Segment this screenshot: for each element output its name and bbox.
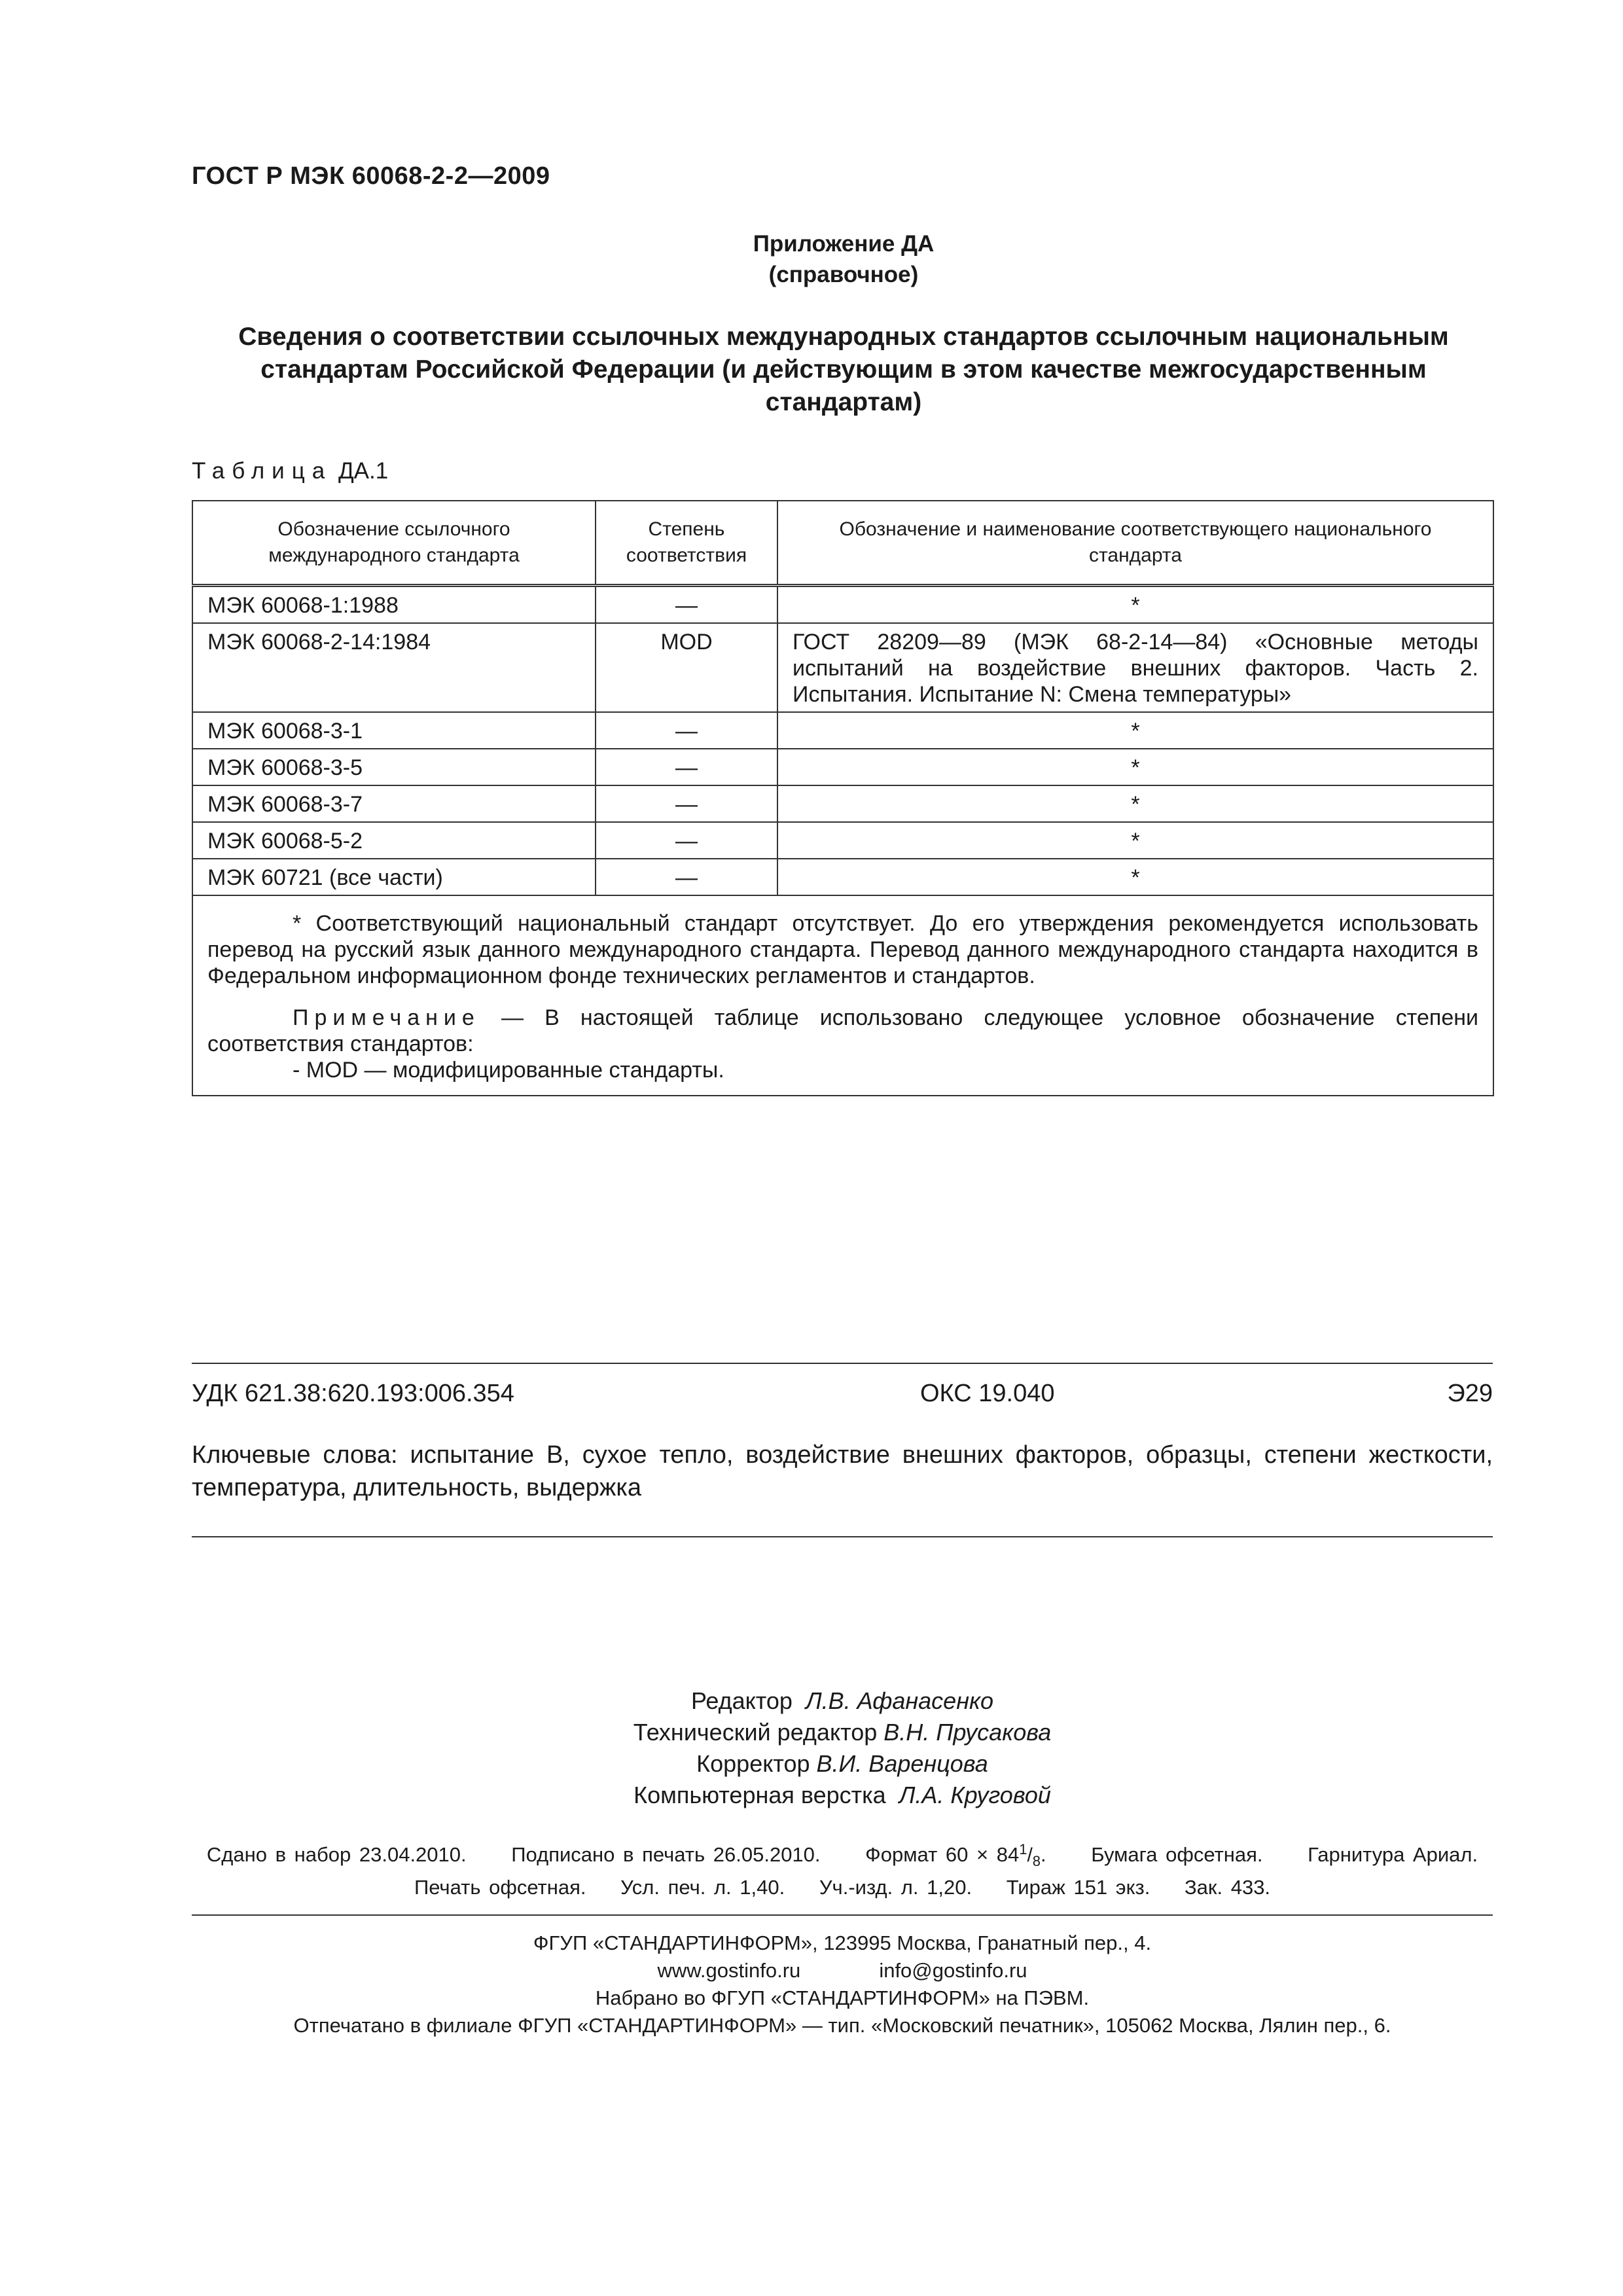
degree-cell: —: [596, 586, 777, 624]
heading-line: Сведения о соответствии ссылочных международных стандартов ссылочным национальным: [238, 323, 1449, 351]
national-cell: *: [777, 586, 1493, 624]
credit-name: В.И. Варенцова: [816, 1750, 988, 1777]
credit-layout: [192, 1780, 1493, 1811]
format-fraction: $^1/_8$: [1019, 1841, 1041, 1869]
reference-cell: МЭК 60068-3-5: [192, 749, 596, 785]
credit-corrector: [192, 1748, 1493, 1780]
fraction-denominator: 8: [1032, 1853, 1041, 1869]
imprint-paper: Бумага офсетная.: [1091, 1843, 1263, 1866]
reference-cell: МЭК 60721 (все части): [192, 859, 596, 895]
column-header-national: Обозначение и наименование соответствующего национального стандарта: [777, 501, 1493, 586]
reference-cell: МЭК 60068-5-2: [192, 822, 596, 859]
national-cell: *: [777, 859, 1493, 895]
credit-name: Л.В. Афанасенко: [805, 1687, 994, 1714]
column-header-degree: Степень соответствия: [596, 501, 777, 586]
appendix-title: Приложение ДА: [753, 231, 935, 257]
divider-line: [192, 1363, 1493, 1364]
table-row: [192, 749, 1493, 785]
table-header-row: [192, 501, 1493, 586]
imprint-pub-sheets: Уч.-изд. л. 1,20.: [819, 1876, 972, 1899]
heading-line: стандартам): [765, 388, 922, 416]
publisher-website[interactable]: www.gostinfo.ru: [657, 1959, 801, 1982]
degree-cell: —: [596, 822, 777, 859]
national-cell: *: [777, 749, 1493, 785]
reference-cell: МЭК 60068-3-1: [192, 712, 596, 749]
divider-line: [192, 1914, 1493, 1916]
imprint-print: Печать офсетная.: [414, 1876, 586, 1899]
table-footnote: * Соответствующий национальный стандарт отсутствует. До его утверждения рекомендуется использовать перевод на русский язык данного международного стандарта. Перевод данного международного стандарта находится в Федеральном информационном фонде технических регламентов и стандартов.: [207, 911, 1478, 988]
reference-cell: МЭК 60068-3-7: [192, 785, 596, 822]
credits-block: [192, 1685, 1493, 1811]
reference-cell: МЭК 60068-2-14:1984: [192, 623, 596, 712]
table-row: [192, 623, 1493, 712]
publisher-block: [192, 1929, 1493, 2039]
degree-cell: —: [596, 859, 777, 895]
credit-name: В.Н. Прусакова: [883, 1719, 1052, 1746]
imprint-submitted: Сдано в набор 23.04.2010.: [206, 1843, 467, 1866]
credit-role: Редактор: [690, 1687, 793, 1714]
imprint-order: Зак. 433.: [1184, 1876, 1271, 1899]
table-caption-word: Таблица: [192, 458, 332, 484]
credit-tech-editor: [192, 1717, 1493, 1748]
reference-cell: МЭК 60068-1:1988: [192, 586, 596, 624]
imprint-run: Тираж 151 экз.: [1006, 1876, 1150, 1899]
table-row: [192, 822, 1493, 859]
degree-cell: —: [596, 712, 777, 749]
degree-cell: MOD: [596, 623, 777, 712]
table-notes-row: [192, 895, 1493, 1096]
document-code: ГОСТ Р МЭК 60068-2-2—2009: [192, 162, 550, 190]
national-cell: ГОСТ 28209—89 (МЭК 68-2-14—84) «Основные методы испытаний на воздействие внешних факторов. Часть 2. Испытания. Испытание N: Смена температуры»: [777, 623, 1493, 712]
table-caption-id: ДА.1: [338, 458, 389, 484]
table-row: [192, 586, 1493, 624]
category-code: Э29: [1447, 1380, 1493, 1407]
table-note: [207, 1005, 1478, 1057]
oks-code: ОКС 19.040: [920, 1380, 1055, 1407]
publisher-typeset: Набрано во ФГУП «СТАНДАРТИНФОРМ» на ПЭВМ.: [595, 1986, 1090, 2009]
national-cell: *: [777, 822, 1493, 859]
note-text: — В настоящей таблице использовано следующее условное обозначение степени соответствия стандартов:: [207, 1005, 1478, 1056]
imprint-typeface: Гарнитура Ариал.: [1308, 1843, 1478, 1866]
publisher-address: ФГУП «СТАНДАРТИНФОРМ», 123995 Москва, Гранатный пер., 4.: [533, 1931, 1152, 1954]
imprint-line-2: [192, 1876, 1493, 1899]
credit-role: Корректор: [696, 1750, 810, 1777]
classification-row: [192, 1380, 1493, 1408]
imprint-signed: Подписано в печать 26.05.2010.: [511, 1843, 821, 1866]
imprint-line-1: [192, 1841, 1493, 1870]
divider-line: [192, 1536, 1493, 1537]
column-header-reference: Обозначение ссылочного международного стандарта: [192, 501, 596, 586]
publisher-printed: Отпечатано в филиале ФГУП «СТАНДАРТИНФОРМ» — тип. «Московский печатник», 105062 Москва, Лялин пер., 6.: [293, 2014, 1391, 2037]
degree-cell: —: [596, 785, 777, 822]
table-caption: [192, 458, 388, 484]
appendix-type: (справочное): [768, 262, 919, 287]
publisher-contacts: [192, 1957, 1493, 1984]
publisher-email[interactable]: info@gostinfo.ru: [879, 1959, 1027, 1982]
note-item: - MOD — модифицированные стандарты.: [293, 1058, 724, 1083]
table-row: [192, 859, 1493, 895]
credit-role: Технический редактор: [633, 1719, 878, 1746]
table-row: [192, 785, 1493, 822]
table-notes-cell: [192, 895, 1493, 1096]
udk-code: УДК 621.38:620.193:006.354: [192, 1380, 514, 1407]
degree-cell: —: [596, 749, 777, 785]
fraction-numerator: 1: [1019, 1841, 1027, 1857]
note-word: Примечание: [293, 1005, 480, 1030]
national-cell: *: [777, 712, 1493, 749]
heading-line: стандартам Российской Федерации (и действующим в этом качестве межгосударственным: [260, 355, 1427, 384]
keywords: Ключевые слова: испытание В, сухое тепло, воздействие внешних факторов, образцы, степени жесткости, температура, длительность, выдержка: [192, 1441, 1493, 1501]
format-prefix: Формат 60 × 84: [865, 1843, 1020, 1866]
imprint-print-sheets: Усл. печ. л. 1,40.: [620, 1876, 785, 1899]
credit-role: Компьютерная верстка: [633, 1782, 886, 1808]
credit-name: Л.А. Круговой: [899, 1782, 1051, 1808]
national-cell: *: [777, 785, 1493, 822]
imprint-format: Формат $60 \times 84^1/_8$.: [865, 1841, 1046, 1869]
table-row: [192, 712, 1493, 749]
credit-editor: [192, 1685, 1493, 1717]
section-heading: [192, 321, 1495, 419]
reference-table: [192, 500, 1494, 1096]
